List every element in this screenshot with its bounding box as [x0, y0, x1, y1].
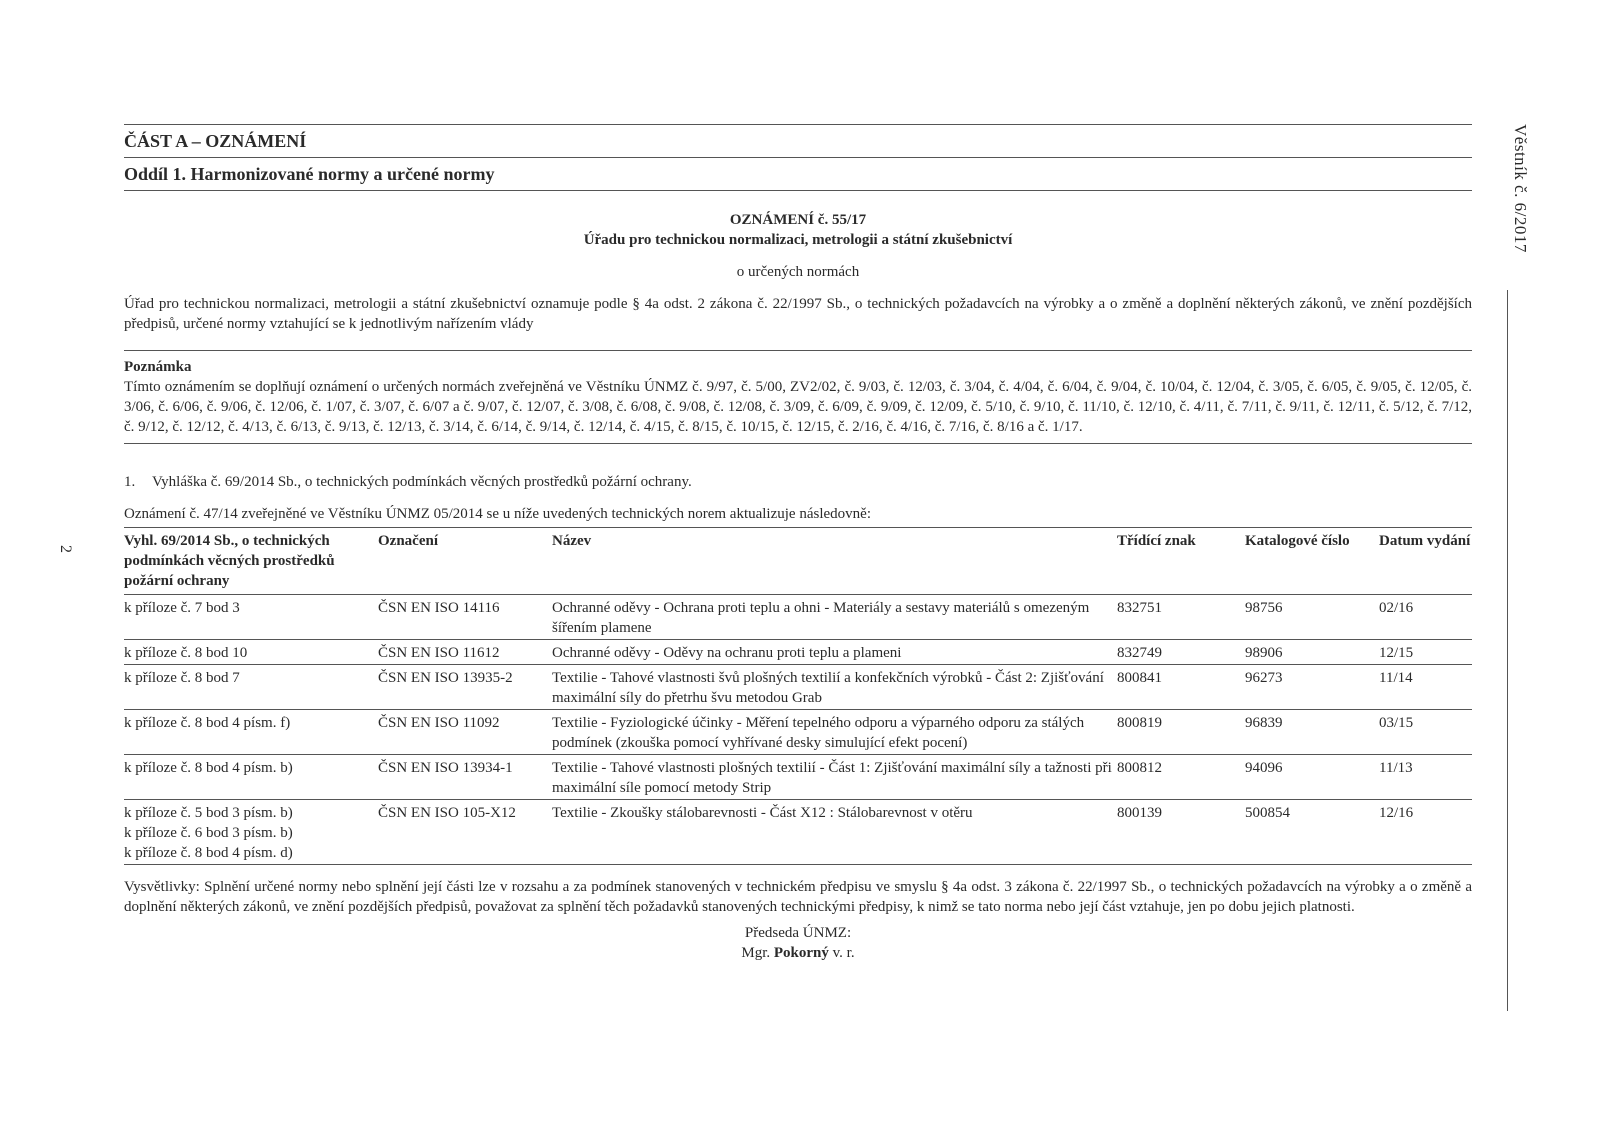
table-row [124, 755, 1472, 800]
table-row [124, 665, 1472, 710]
table-cell: Textilie - Zkoušky stálobarevnosti - Část X12 : Stálobarevnost v otěru [552, 805, 973, 821]
note-label: Poznámka [124, 359, 192, 375]
notice-authority: Úřadu pro technickou normalizaci, metrologii a státní zkušebnictví [583, 232, 1013, 248]
table-cell: 03/15 [1379, 715, 1414, 731]
update-notice: Oznámení č. 47/14 zveřejněné ve Věstníku ÚNMZ 05/2014 se u níže uvedených technických norem aktualizuje následovně: [124, 506, 871, 522]
table-cell: 94096 [1245, 760, 1283, 776]
table-cell: Textilie - Fyziologické účinky - Měření tepelného odporu a výparného odporu za stálých podmínek (zkouška pomocí vyhřívané desky simulující efekt pocení) [552, 715, 1085, 751]
table-cell: ČSN EN ISO 14116 [378, 600, 500, 616]
table-cell: ČSN EN ISO 13934-1 [378, 760, 513, 776]
explanation: Vysvětlivky: Splnění určené normy nebo splnění její části lze v rozsahu a za podmínek stanovených v technickém předpisu ve smyslu § 4a odst. 3 zákona č. 22/1997 Sb., o technických požadavcích na výrobky a o změně a doplnění některých zákonů, ve znění pozdějších předpisů, považovat za splnění těch požadavků stanovených technickými předpisy, k nimž se tato norma nebo její část vztahuje, jen po dobu jejich platnosti. [124, 879, 1472, 915]
bulletin-title: Věstník č. 6/2017 [1511, 124, 1530, 253]
table-cell: k příloze č. 8 bod 10 [124, 645, 248, 661]
side-divider [1507, 290, 1508, 1011]
table-cell: k příloze č. 5 bod 3 písm. b) k příloze č. 6 bod 3 písm. b) k příloze č. 8 bod 4 písm. d) [124, 805, 293, 861]
table-cell: 800819 [1117, 715, 1162, 731]
table-row [124, 710, 1472, 755]
table-row [124, 800, 1472, 865]
signature-title: Mgr. [741, 945, 771, 961]
table-cell: 98906 [1245, 645, 1283, 661]
table-cell: k příloze č. 7 bod 3 [124, 600, 240, 616]
table-cell: 11/13 [1379, 760, 1413, 776]
table-body [124, 595, 1472, 865]
table-cell: 800841 [1117, 670, 1162, 686]
signature-surname: Pokorný [773, 945, 829, 961]
divider [124, 190, 1472, 191]
column-header: Katalogové číslo [1245, 533, 1350, 549]
table-cell: ČSN EN ISO 13935-2 [378, 670, 513, 686]
signature-suffix: v. r. [832, 945, 855, 961]
column-header: Třídící znak [1117, 533, 1196, 549]
table-cell: 800812 [1117, 760, 1162, 776]
signature-role: Předseda ÚNMZ: [744, 925, 852, 941]
note-top-rule [124, 350, 1472, 351]
column-header: Vyhl. 69/2014 Sb., o technických podmínkách věcných prostředků požární ochrany [124, 533, 335, 589]
list-item [124, 472, 1472, 492]
table-cell: 96273 [1245, 670, 1283, 686]
table-header-row [124, 528, 1472, 595]
list-item-number: 1. [124, 474, 136, 490]
column-header: Název [552, 533, 592, 549]
note-bottom-rule [124, 443, 1472, 444]
table-cell: 96839 [1245, 715, 1283, 731]
table-cell: 832751 [1117, 600, 1162, 616]
notice-intro: Úřad pro technickou normalizaci, metrologii a státní zkušebnictví oznamuje podle § 4a odst. 2 zákona č. 22/1997 Sb., o technických požadavcích na výrobky a o změně a doplnění některých zákonů, ve znění pozdějších předpisů, určené normy vztahující se k jednotlivým nařízením vlády [124, 296, 1472, 332]
table-cell: 02/16 [1379, 600, 1414, 616]
section-title: Oddíl 1. Harmonizované normy a určené normy [124, 164, 495, 184]
table-cell: 500854 [1245, 805, 1290, 821]
table-row [124, 595, 1472, 640]
table-cell: 800139 [1117, 805, 1162, 821]
standards-table [124, 527, 1472, 865]
table-cell: ČSN EN ISO 11612 [378, 645, 500, 661]
table-cell: k příloze č. 8 bod 7 [124, 670, 240, 686]
table-cell: 98756 [1245, 600, 1283, 616]
page-content [124, 124, 1472, 963]
table-cell: 832749 [1117, 645, 1162, 661]
table-cell: Textilie - Tahové vlastnosti švů plošných textilií a konfekčních výrobků - Část 2: Zjišťování maximální síly do přetrhu švu metodou Grab [552, 670, 1104, 706]
table-cell: k příloze č. 8 bod 4 písm. b) [124, 760, 293, 776]
table-cell: ČSN EN ISO 105-X12 [378, 805, 516, 821]
notice-title: OZNÁMENÍ č. 55/17 [729, 212, 867, 228]
table-cell: Textilie - Tahové vlastnosti plošných textilií - Část 1: Zjišťování maximální síly a tažnosti při maximální síle pomocí metody Strip [552, 760, 1112, 796]
table-cell: Ochranné oděvy - Oděvy na ochranu proti teplu a plameni [552, 645, 902, 661]
table-cell: k příloze č. 8 bod 4 písm. f) [124, 715, 291, 731]
notice-subject: o určených normách [736, 264, 860, 280]
table-cell: 12/15 [1379, 645, 1414, 661]
table-cell: 12/16 [1379, 805, 1414, 821]
page-number: 2 [57, 545, 74, 553]
note-text: Tímto oznámením se doplňují oznámení o určených normách zveřejněná ve Věstníku ÚNMZ č. 9/97, č. 5/00, ZV2/02, č. 9/03, č. 12/03, č. 3/04, č. 4/04, č. 6/04, č. 9/04, č. 10/04, č. 12/04, č. 3/05, č. 6/05, č. 9/05, č. 12/05, č. 3/06, č. 6/06, č. 9/06, č. 12/06, č. 1/07, č. 3/07, č. 6/07 a č. 9/07, č. 12/07, č. 3/08, č. 6/08, č. 9/08, č. 12/08, č. 3/09, č. 6/09, č. 9/09, č. 12/09, č. 5/10, č. 9/10, č. 11/10, č. 12/10, č. 4/11, č. 7/11, č. 9/11, č. 12/11, č. 5/12, č. 7/12, č. 9/12, č. 12/12, č. 4/13, č. 6/13, č. 9/13, č. 12/13, č. 3/14, č. 6/14, č. 9/14, č. 12/14, č. 4/15, č. 8/15, č. 10/15, č. 12/15, č. 2/16, č. 4/16, č. 7/16, č. 8/16 a č. 1/17. [124, 379, 1472, 435]
list-item-text: Vyhláška č. 69/2014 Sb., o technických podmínkách věcných prostředků požární ochrany. [152, 474, 692, 490]
table-row [124, 640, 1472, 665]
table-cell: 11/14 [1379, 670, 1413, 686]
column-header: Datum vydání [1379, 533, 1471, 549]
column-header: Označení [378, 533, 438, 549]
table-cell: ČSN EN ISO 11092 [378, 715, 500, 731]
table-cell: Ochranné oděvy - Ochrana proti teplu a ohni - Materiály a sestavy materiálů s omezeným šířením plamene [552, 600, 1090, 636]
part-title: ČÁST A – OZNÁMENÍ [124, 131, 307, 151]
signature-name [124, 943, 1472, 963]
